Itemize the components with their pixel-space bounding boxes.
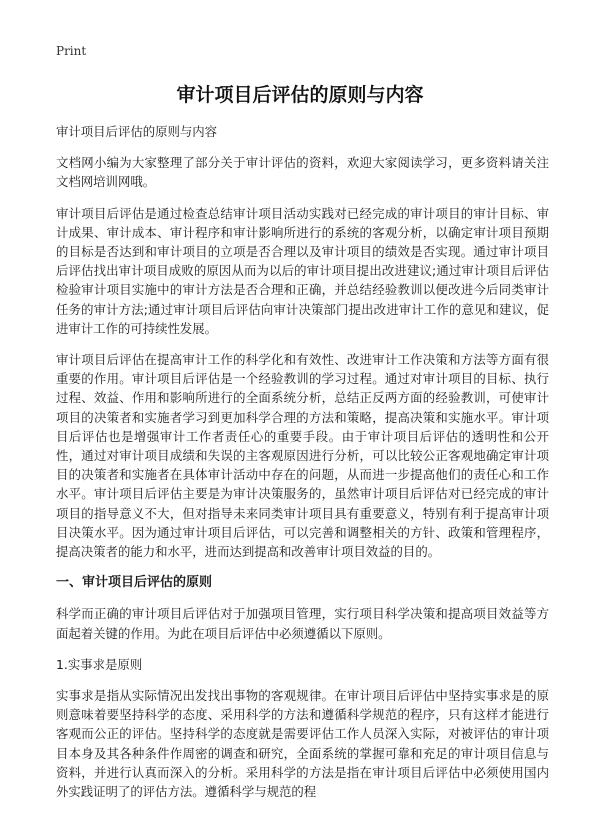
paragraph-role: 审计项目后评估在提高审计工作的科学化和有效性、改进审计工作决策和方法等方面有很重要的作用。审计项目后评估是一个经验教训的学习过程。通过对审计项目的目标、执行过程、效益、作用和影响所进行的全面系统分析，总结正反两方面的经验教训，可使审计项目的决策者和实施者学习到更加科学合理的方法和策略，提高决策和实施水平。审计项目后评估也是增强审计工作者责任心的重要手段。由于审计项目后评估的透明性和公开性，通过对审计项目成绩和失误的主客观原因进行分析，可以比较公正客观地确定审计项目的决策者和实施者在具体审计活动中存在的问题，从而进一步提高他们的责任心和工作水平。审计项目后评估主要是为审计决策服务的，虽然审计项目后评估对已经完成的审计项目的指导意义不大，但对指导未来同类审计项目具有重要意义，特别有利于提高审计项目决策水平。因为通过审计项目后评估，可以完善和调整相关的方针、政策和管理程序，提高决策者的能力和水平，进而达到提高和改善审计项目效益的目的。 [56,352,549,560]
paragraph-definition: 审计项目后评估是通过检查总结审计项目活动实践对已经完成的审计项目的审计目标、审计成果、审计成本、审计程序和审计影响所进行的系统的客观分析，以确定审计项目预期的目标是否达到和审计项目的立项是否合理以及审计项目的绩效是否实现。通过审计项目后评估找出审计项目成败的原因从而为以后的审计项目提出改进建议;通过审计项目后评估检验审计项目实施中的审计方法是否合理和正确，并总结经验教训以便改进今后同类审计任务的审计方法;通过审计项目后评估向审计决策部门提出改进审计工作的意见和建议，促进审计工作的可持续性发展。 [56,205,549,336]
subheading-fact-principle: 1.实事求是原则 [56,656,143,672]
article-body [56,122,549,813]
paragraph-principles-intro: 科学而正确的审计项目后评估对于加强项目管理，实行项目科学决策和提高项目效益等方面起着关键的作用。为此在项目后评估中必须遵循以下原则。 [56,606,549,641]
paragraph-fact-principle: 实事求是指从实际情况出发找出事物的客观规律。在审计项目后评估中坚持实事求是的原则意味着要坚持科学的态度、采用科学的方法和遵循科学规范的程序，只有这样才能进行客观而公正的评估。坚持科学的态度就是需要评估工作人员深入实际，对被评估的审计项目本身及其各种条件作周密的调查和研究，全面系统的掌握可靠和充足的审计项目信息与资料，并进行认真而深入的分析。采用科学的方法是指在审计项目后评估中必须使用国内外实践证明了的评估方法。遵循科学与规范的程 [56,688,549,800]
paragraph-intro: 文档网小编为大家整理了部分关于审计评估的资料，欢迎大家阅读学习，更多资料请关注文档网培训网哦。 [56,155,549,190]
section-heading-principles: 一、审计项目后评估的原则 [56,575,213,591]
page-title: 审计项目后评估的原则与内容 [176,84,424,106]
print-link[interactable]: Print [56,44,87,58]
paragraph-subtitle: 审计项目后评估的原则与内容 [56,124,218,139]
